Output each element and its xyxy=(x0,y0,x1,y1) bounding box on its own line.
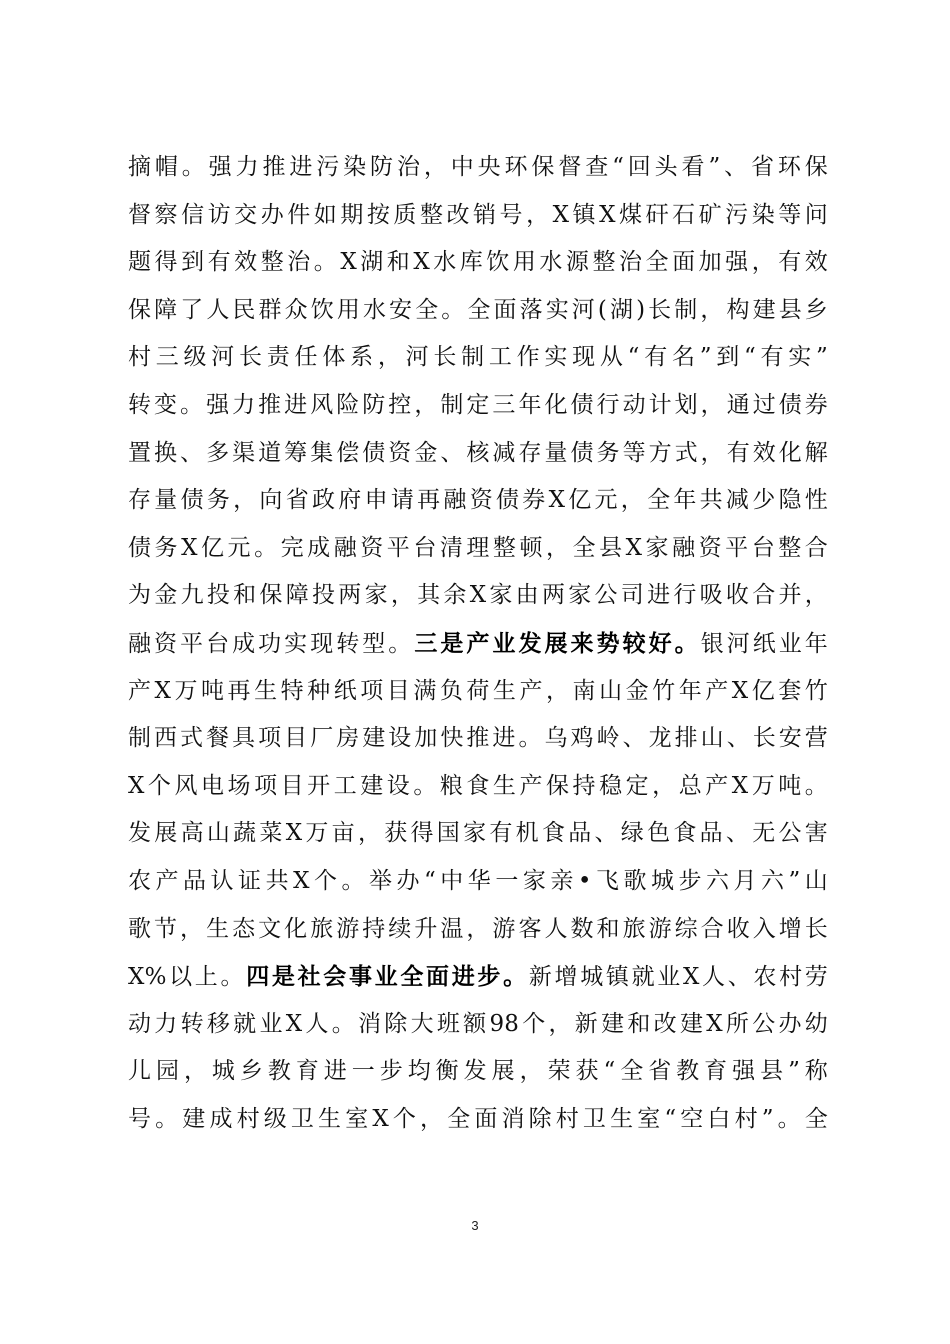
text-segment: 歌节，生态文化旅游持续升温，游客人数和旅游综合收入增长 xyxy=(128,915,828,942)
text-segment: 银河纸业年 xyxy=(700,630,829,657)
text-segment: 新增城镇就业X人、农村劳 xyxy=(528,964,828,991)
text-segment: 村三级河长责任体系，河长制工作实现从“有名”到“有实” xyxy=(128,344,828,371)
text-segment: 动力转移就业X人。消除大班额98个，新建和改建X所公办幼 xyxy=(128,1010,828,1037)
bold-heading-text: 三是产业发展来势较好。 xyxy=(414,629,701,657)
text-line xyxy=(128,668,828,716)
text-line xyxy=(128,477,828,525)
text-line xyxy=(128,906,828,954)
text-segment: 制西式餐具项目厂房建设加快推进。乌鸡岭、龙排山、长安营 xyxy=(128,725,828,752)
text-segment: 农产品认证共X个。举办“中华一家亲•飞歌城步六月六”山 xyxy=(128,867,828,894)
text-segment: X%以上。 xyxy=(128,964,247,991)
text-segment: 为金九投和保障投两家，其余X家由两家公司进行吸收合并， xyxy=(128,582,828,609)
text-line xyxy=(128,334,828,382)
text-segment: 产X万吨再生特种纸项目满负荷生产，南山金竹年产X亿套竹 xyxy=(128,677,828,704)
text-line xyxy=(128,1096,828,1144)
text-line xyxy=(128,382,828,430)
text-segment: 号。建成村级卫生室X个，全面消除村卫生室“空白村”。全 xyxy=(128,1105,828,1132)
text-segment: 督察信访交办件如期按质整改销号，X镇X煤矸石矿污染等问 xyxy=(128,201,828,228)
text-line xyxy=(128,430,828,478)
text-segment: 发展高山蔬菜X万亩，获得国家有机食品、绿色食品、无公害 xyxy=(128,820,828,847)
text-line xyxy=(128,858,828,906)
text-segment: X个风电场项目开工建设。粮食生产保持稳定，总产X万吨。 xyxy=(128,772,828,799)
text-segment: 题得到有效整治。X湖和X水库饮用水源整治全面加强，有效 xyxy=(128,249,828,276)
text-line xyxy=(128,287,828,335)
text-segment: 保障了人民群众饮用水安全。全面落实河(湖)长制，构建县乡 xyxy=(128,296,828,323)
text-segment: 摘帽。强力推进污染防治，中央环保督查“回头看”、省环保 xyxy=(128,154,828,180)
text-line xyxy=(128,144,828,192)
text-line xyxy=(128,763,828,811)
text-segment: 债务X亿元。完成融资平台清理整顿，全县X家融资平台整合 xyxy=(128,534,828,561)
text-line xyxy=(128,572,828,620)
body-text xyxy=(128,144,828,1143)
text-line xyxy=(128,192,828,240)
text-line xyxy=(128,620,828,668)
text-segment: 置换、多渠道筹集偿债资金、核减存量债务等方式，有效化解 xyxy=(128,439,828,466)
page-number: 3 xyxy=(471,1218,479,1233)
text-line xyxy=(128,525,828,573)
text-line xyxy=(128,715,828,763)
text-segment: 转变。强力推进风险防控，制定三年化债行动计划，通过债券 xyxy=(128,391,828,418)
text-segment: 儿园，城乡教育进一步均衡发展，荣获“全省教育强县”称 xyxy=(128,1058,828,1085)
text-line xyxy=(128,239,828,287)
text-line xyxy=(128,1001,828,1049)
text-line xyxy=(128,810,828,858)
bold-heading-text: 四是社会事业全面进步。 xyxy=(246,963,529,991)
text-line xyxy=(128,953,828,1001)
text-segment: 融资平台成功实现转型。 xyxy=(128,630,415,657)
text-segment: 存量债务，向省政府申请再融资债券X亿元，全年共减少隐性 xyxy=(128,487,828,514)
text-line xyxy=(128,1048,828,1096)
